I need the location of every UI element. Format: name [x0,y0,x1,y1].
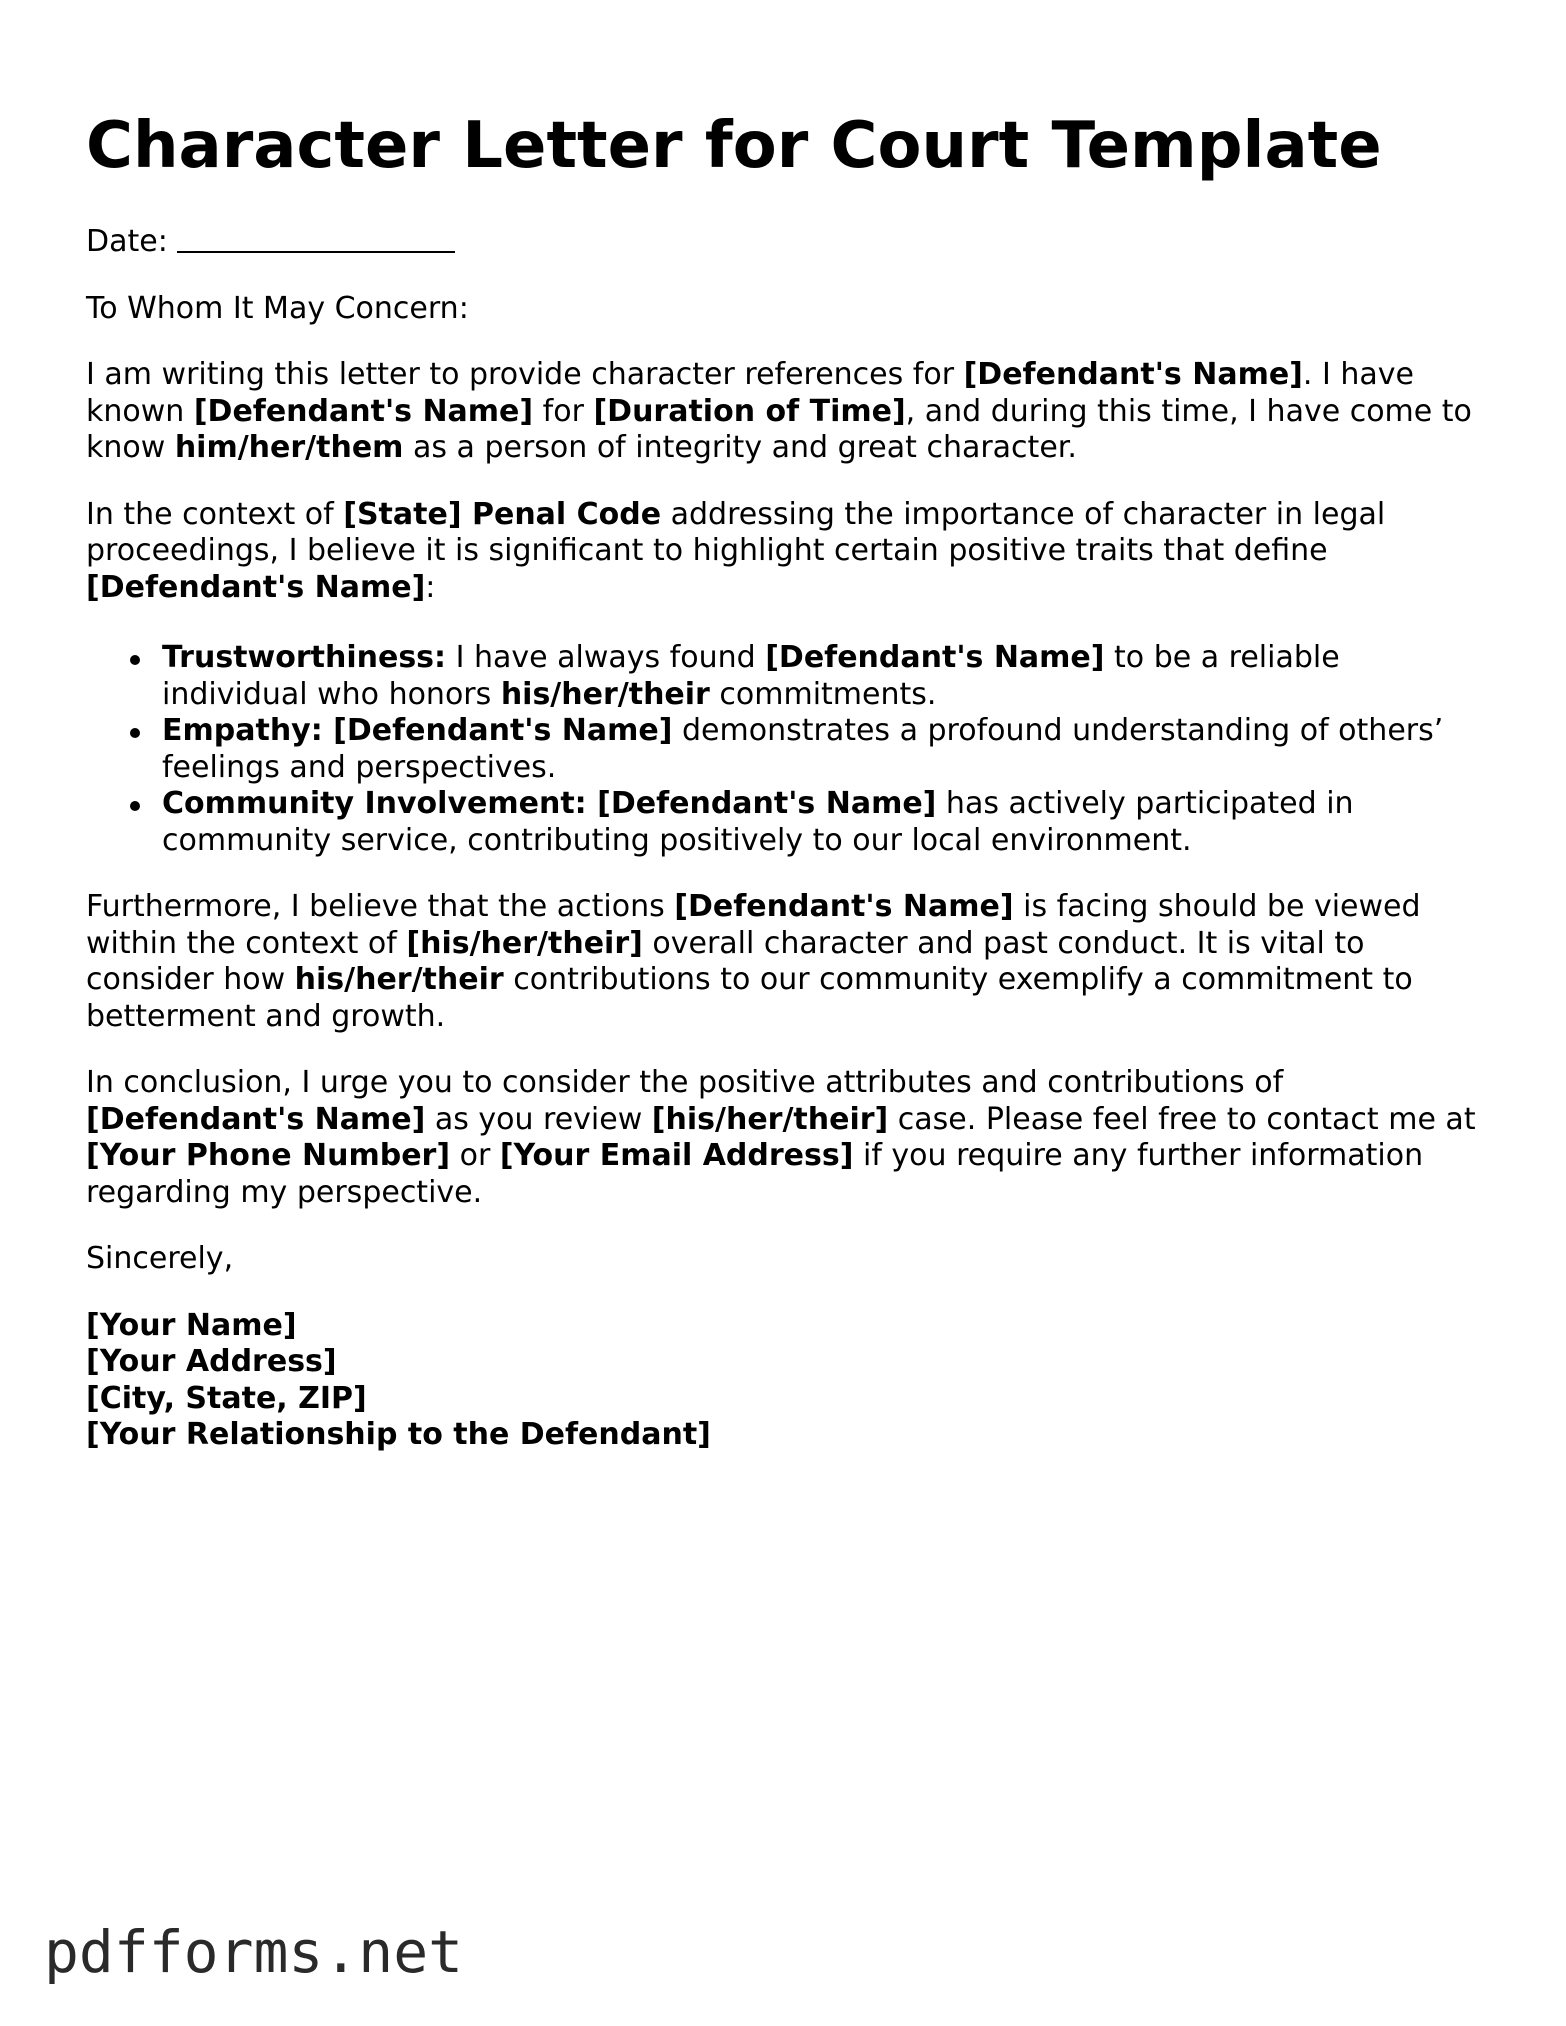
closing: Sincerely, [86,1241,234,1276]
date-label: Date: [86,224,168,259]
placeholder-defendant-name: [Defendant's Name] [86,569,426,605]
placeholder-penal-code: [State] Penal Code [343,496,662,532]
paragraph-intro: I am writing this letter to provide character references for [Defendant's Name]. I have known [Defendant's Name] for [Duration of Time], and during this time, I have come to know him/her/them as a person of integrity and great character. [86,357,1472,465]
paragraph-furthermore: Furthermore, I believe that the actions [Defendant's Name] is facing should be viewed within the context of [his/her/their] overall character and past conduct. It is vital to consider how his/her/their contributions to our community exemplify a commitment to betterment and growth. [86,889,1421,1034]
date-blank-field[interactable] [177,227,455,253]
placeholder-defendant-name: [Defendant's Name] [963,357,1303,392]
signature-city: [City, State, ZIP] [86,1380,367,1416]
placeholder-email: [Your Email Address] [499,1138,854,1173]
signature-block [86,1308,1486,1454]
list-item-community: Community Involvement: [Defendant's Name] has actively participated in community service, contributing positively to our local environment. [162,786,1486,859]
signature-relationship: [Your Relationship to the Defendant] [86,1417,711,1452]
letter-body [86,224,1486,1454]
date-line [86,224,1486,261]
placeholder-pronoun: him/her/them [174,430,404,465]
placeholder-phone: [Your Phone Number] [86,1138,451,1173]
watermark-logo: pdfforms.net [44,1918,464,1986]
greeting: To Whom It May Concern: [86,290,469,326]
signature-name: [Your Name] [86,1307,297,1343]
list-item-trustworthiness: Trustworthiness: I have always found [Defendant's Name] to be a reliable individual who honors his/her/their commitments. [162,640,1486,713]
traits-list [86,640,1486,859]
paragraph-conclusion: In conclusion, I urge you to consider the positive attributes and contributions of [Defendant's Name] as you review [his/her/their] case. Please feel free to contact me at [Your Phone Number] or [Your Email Address] if you require any further information regarding my perspective. [86,1065,1476,1210]
placeholder-duration: [Duration of Time] [593,393,906,429]
page-title: Character Letter for Court Template [86,109,1382,183]
placeholder-defendant-name: [Defendant's Name] [193,393,534,429]
list-item-empathy: Empathy: [Defendant's Name] demonstrates a profound understanding of others’ feelings and perspectives. [162,713,1486,786]
paragraph-context: In the context of [State] Penal Code addressing the importance of character in legal proceedings, I believe it is significant to highlight certain positive traits that define [Defendant's Name]: [86,496,1386,605]
signature-address: [Your Address] [86,1344,337,1379]
